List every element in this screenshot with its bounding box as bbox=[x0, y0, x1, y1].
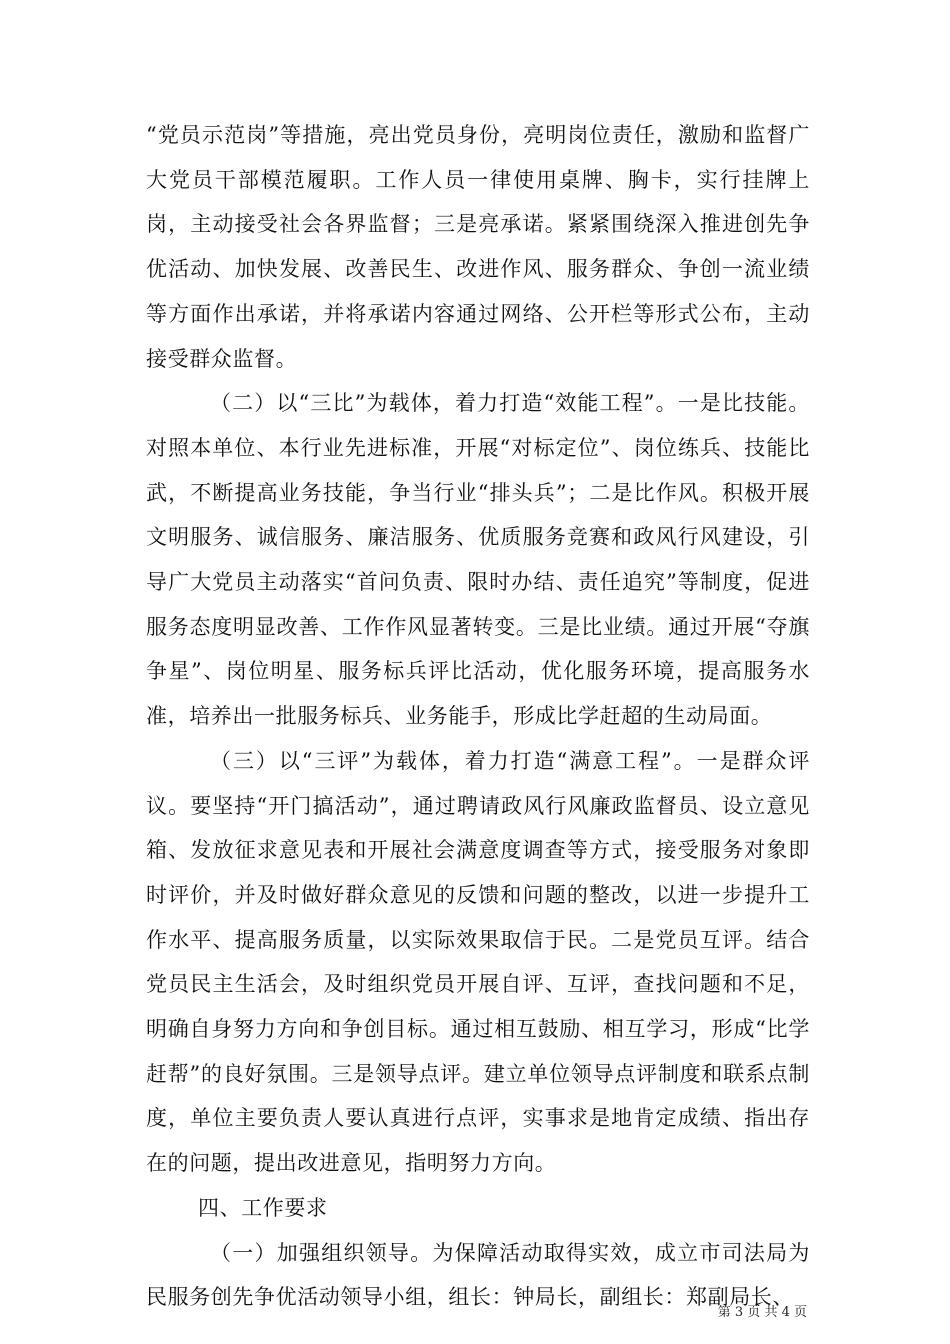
paragraph-satisfaction-project: （三）以“三评”为载体，着力打造“满意工程”。一是群众评议。要坚持“开门搞活动”，通过聘请政风行风廉政监督员、设立意见箱、发放征求意见表和开展社会满意度调查等方式，接受服务对象即时评价，并及时做好群众意见的反馈和问题的整改，以进一步提升工作水平、提高服务质量，以实际效果取信于民。二是党员互评。结合党员民主生活会，及时组织党员开展自评、互评，查找问题和不足，明确自身努力方向和争创目标。通过相互鼓励、相互学习，形成“比学赶帮”的良好氛围。三是领导点评。建立单位领导点评制度和联系点制度，单位主要负责人要认真进行点评，实事求是地肯定成绩、指出存在的问题，提出改进意见，指明努力方向。 bbox=[146, 748, 810, 1176]
document-body bbox=[146, 113, 810, 1320]
page-number-footer: 第 3 页 共 4 页 bbox=[717, 1305, 807, 1320]
paragraph-efficiency-project: （二）以“三比”为载体，着力打造“效能工程”。一是比技能。对照本单位、本行业先进标准，开展“对标定位”、岗位练兵、技能比武，不断提高业务技能，争当行业“排头兵”；二是比作风。积极开展文明服务、诚信服务、廉洁服务、优质服务竞赛和政风行风建设，引导广大党员主动落实“首问负责、限时办结、责任追究”等制度，促进服务态度明显改善、工作作风显著转变。三是比业绩。通过开展“夺旗争星”、岗位明星、服务标兵评比活动，优化服务环境，提高服务水准，培养出一批服务标兵、业务能手，形成比学赶超的生动局面。 bbox=[146, 391, 810, 729]
section-heading: 四、工作要求 bbox=[198, 1195, 328, 1220]
paragraph-organization-leadership: （一）加强组织领导。为保障活动取得实效，成立市司法局为民服务创先争优活动领导小组，组长：钟局长，副组长：郑副局长、 bbox=[146, 1240, 810, 1310]
paragraph-continuation: “党员示范岗”等措施，亮出党员身份，亮明岗位责任，激励和监督广大党员干部模范履职。工作人员一律使用桌牌、胸卡，实行挂牌上岗，主动接受社会各界监督；三是亮承诺。紧紧围绕深入推进创先争优活动、加快发展、改善民生、改进作风、服务群众、争创一流业绩等方面作出承诺，并将承诺内容通过网络、公开栏等形式公布，主动接受群众监督。 bbox=[146, 123, 810, 371]
